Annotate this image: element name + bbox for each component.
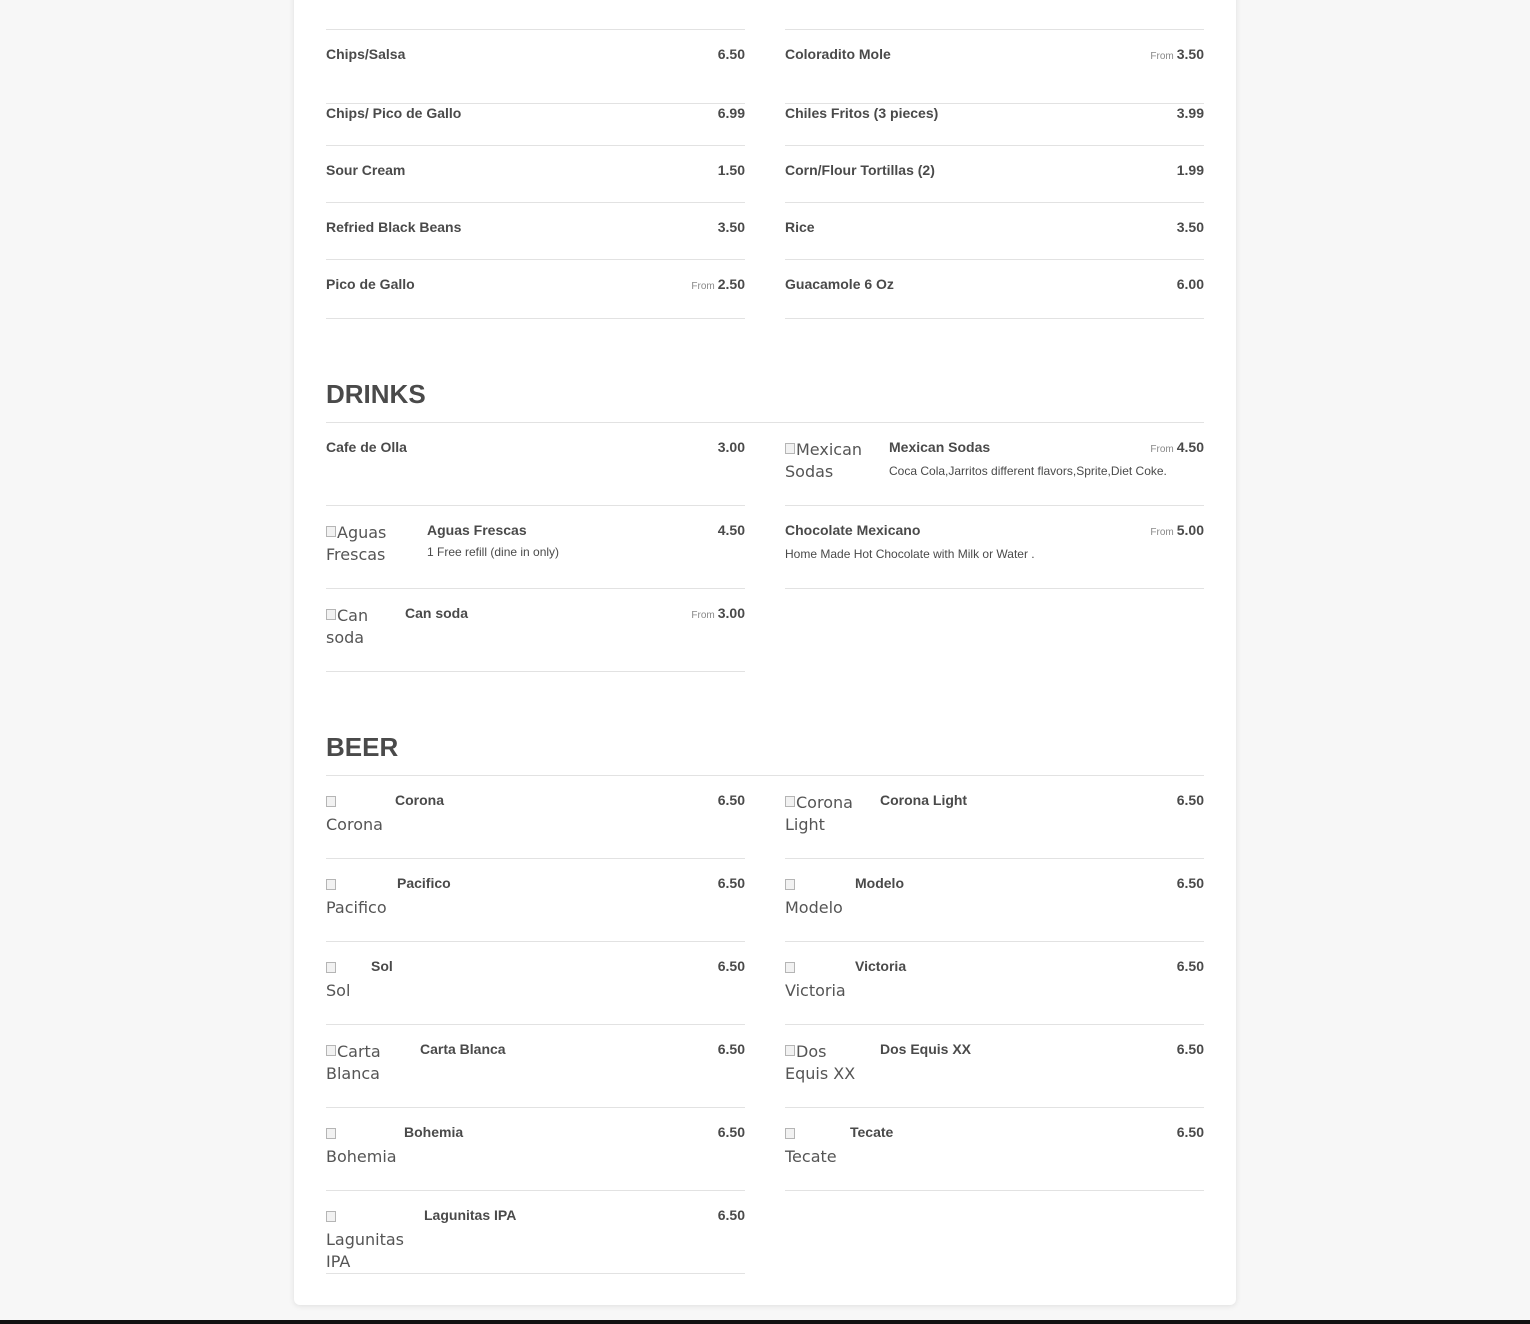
item-name: Chips/Salsa — [326, 46, 406, 62]
menu-item[interactable] — [785, 219, 1204, 260]
broken-image-icon — [785, 962, 795, 973]
menu-item[interactable] — [326, 605, 745, 672]
item-price: From 2.50 — [691, 276, 745, 292]
item-name: Corn/Flour Tortillas (2) — [785, 162, 935, 178]
item-price: 3.99 — [1176, 105, 1204, 121]
item-price: 3.00 — [717, 439, 745, 455]
item-image: Sol — [326, 958, 350, 1002]
item-image: Can soda — [326, 606, 369, 647]
item-price: 6.50 — [717, 1041, 745, 1057]
menu-item[interactable] — [785, 1041, 1204, 1108]
item-name: Refried Black Beans — [326, 219, 462, 235]
item-name: Victoria — [855, 958, 907, 974]
menu-item[interactable] — [326, 439, 745, 506]
item-name: Lagunitas IPA — [424, 1207, 517, 1223]
item-description: Coca Cola,Jarritos different flavors,Sprite,Diet Coke. — [889, 464, 1167, 478]
item-description: Home Made Hot Chocolate with Milk or Water . — [785, 547, 1035, 561]
item-name: Corona — [395, 792, 444, 808]
item-image: Corona Light — [785, 793, 853, 834]
menu-item[interactable] — [326, 276, 745, 319]
item-name: Can soda — [405, 605, 469, 621]
item-name: Cafe de Olla — [326, 439, 407, 455]
item-price: 6.50 — [1176, 1041, 1204, 1057]
item-name: Rice — [785, 219, 815, 235]
broken-image-icon — [326, 1211, 336, 1222]
item-image: Bohemia — [326, 1124, 397, 1168]
item-price: 6.50 — [717, 875, 745, 891]
item-price: 3.50 — [1176, 219, 1204, 235]
menu-item[interactable] — [785, 792, 1204, 859]
item-price: 6.50 — [717, 1207, 745, 1223]
menu-item[interactable] — [326, 105, 745, 146]
item-name: Carta Blanca — [420, 1041, 506, 1057]
broken-image-icon — [326, 879, 336, 890]
item-image: Carta Blanca — [326, 1042, 381, 1083]
menu-item[interactable] — [326, 0, 745, 30]
broken-image-icon — [326, 796, 336, 807]
menu-item[interactable] — [785, 875, 1204, 942]
item-image: Tecate — [785, 1124, 837, 1168]
menu-item[interactable] — [326, 219, 745, 260]
item-price: 4.50 — [717, 522, 745, 538]
menu-item[interactable] — [326, 1207, 745, 1274]
item-price — [1150, 0, 1204, 1]
item-price: 6.50 — [717, 792, 745, 808]
item-name: Chiles Fritos (3 pieces) — [785, 105, 939, 121]
item-price: From 3.00 — [691, 605, 745, 621]
menu-item[interactable] — [326, 522, 745, 589]
item-image: Dos Equis XX — [785, 1042, 856, 1083]
item-name: Sol — [371, 958, 393, 974]
item-name: Pico de Gallo — [326, 276, 415, 292]
item-price: 6.50 — [717, 958, 745, 974]
item-description: 1 Free refill (dine in only) — [427, 545, 560, 559]
item-image: Aguas Frescas — [326, 523, 387, 564]
menu-item[interactable] — [326, 46, 745, 104]
item-name: Coloradito Mole — [785, 46, 891, 62]
item-name: Modelo — [855, 875, 904, 891]
broken-image-icon — [326, 962, 336, 973]
item-name: Corona Light — [880, 792, 968, 808]
item-name: Sour Cream — [326, 162, 406, 178]
item-name: Dos Equis XX — [880, 1041, 972, 1057]
menu-item[interactable] — [326, 1041, 745, 1108]
item-image: Corona — [326, 792, 383, 836]
item-name: Chips/ Pico de Gallo — [326, 105, 462, 121]
section-title-drinks: DRINKS — [326, 378, 1204, 423]
item-price: From 4.50 — [1150, 439, 1204, 455]
menu-item[interactable] — [785, 162, 1204, 203]
item-name: Tecate — [850, 1124, 894, 1140]
menu-item[interactable] — [785, 46, 1204, 104]
item-price: 6.50 — [1176, 1124, 1204, 1140]
item-price: 6.50 — [1176, 792, 1204, 808]
item-image: Victoria — [785, 958, 846, 1002]
menu-item[interactable] — [326, 162, 745, 203]
menu-item[interactable] — [785, 0, 1204, 30]
broken-image-icon — [785, 1045, 795, 1056]
broken-image-icon — [326, 526, 336, 537]
broken-image-icon — [785, 796, 795, 807]
broken-image-icon — [326, 1045, 336, 1056]
item-name: Bohemia — [404, 1124, 464, 1140]
item-name: Aguas Frescas — [427, 522, 527, 538]
item-name: Mexican Sodas — [889, 439, 991, 455]
item-image: Lagunitas IPA — [326, 1207, 404, 1273]
menu-item[interactable] — [785, 439, 1204, 506]
menu-item[interactable] — [326, 958, 745, 1025]
item-price: 3.50 — [717, 219, 745, 235]
menu-item[interactable] — [785, 105, 1204, 146]
item-price: 6.50 — [717, 1124, 745, 1140]
broken-image-icon — [785, 879, 795, 890]
item-image: Mexican Sodas — [785, 440, 863, 481]
section-title-beer: BEER — [326, 731, 1204, 776]
item-price: 6.50 — [1176, 958, 1204, 974]
item-image: Modelo — [785, 875, 843, 919]
item-price: 6.50 — [1176, 875, 1204, 891]
item-price: 6.99 — [717, 105, 745, 121]
menu-item[interactable] — [785, 276, 1204, 319]
item-name: Chocolate Mexicano — [785, 522, 921, 538]
broken-image-icon — [785, 1128, 795, 1139]
broken-image-icon — [326, 609, 336, 620]
broken-image-icon — [326, 1128, 336, 1139]
item-name: Pacifico — [397, 875, 451, 891]
menu-item[interactable] — [326, 792, 745, 859]
item-price: 1.99 — [1176, 162, 1204, 178]
menu-item[interactable] — [785, 1124, 1204, 1191]
item-price: From 3.50 — [1150, 46, 1204, 62]
broken-image-icon — [785, 443, 795, 454]
item-name: Guacamole 6 Oz — [785, 276, 894, 292]
item-price: From 5.00 — [1150, 522, 1204, 538]
menu-item[interactable] — [785, 522, 1204, 589]
item-price: 1.50 — [717, 162, 745, 178]
menu-item[interactable] — [326, 875, 745, 942]
menu-item[interactable] — [785, 958, 1204, 1025]
menu-item[interactable] — [326, 1124, 745, 1191]
footer-bar — [0, 1320, 1530, 1324]
item-price: 6.00 — [1176, 276, 1204, 292]
item-image: Pacifico — [326, 875, 387, 919]
item-price: 6.50 — [717, 46, 745, 62]
